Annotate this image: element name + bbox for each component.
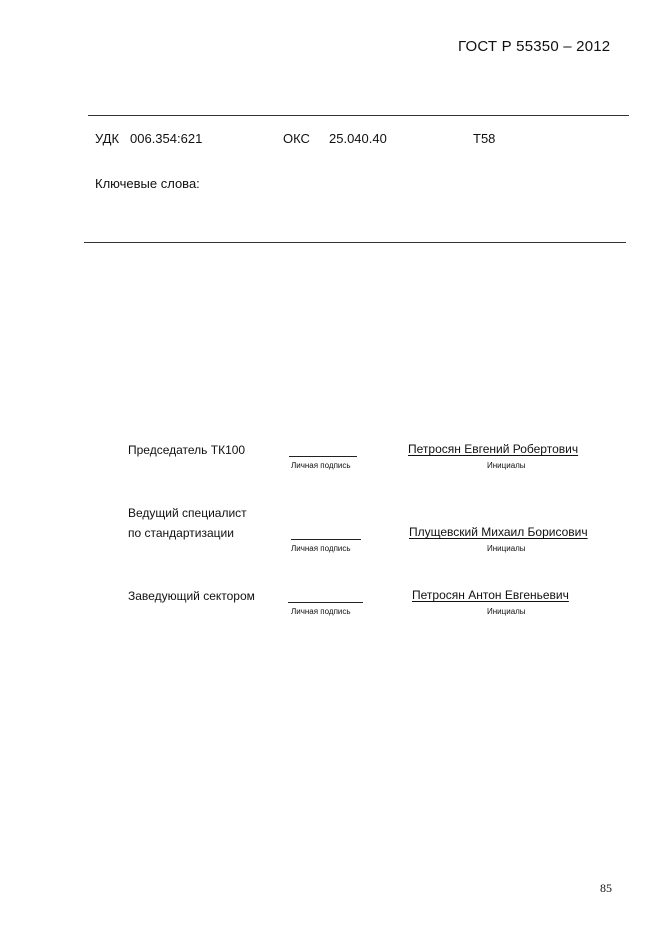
signature-line [291,539,361,540]
udk-label: УДК [95,131,120,146]
udk-value: 006.354:621 [130,131,203,146]
name-caption: Инициалы [487,607,526,616]
signature-caption: Личная подпись [291,607,351,616]
signature-caption: Личная подпись [291,544,351,553]
signature-role-chairman: Председатель ТК100 [128,443,246,457]
signature-line [289,456,357,457]
bottom-divider [84,242,626,243]
signer-name: Петросян Антон Евгеньевич [412,588,569,602]
signature-role-specialist-line2: по стандартизации [128,526,234,540]
name-caption: Инициалы [487,461,526,470]
signature-role-head-of-sector: Заведующий сектором [128,589,255,603]
signer-name: Плущевский Михаил Борисович [409,525,588,539]
keywords-label: Ключевые слова: [95,176,200,191]
name-caption: Инициалы [487,544,526,553]
oks-value: 25.040.40 [329,131,387,146]
signature-role-specialist-line1: Ведущий специалист [128,506,247,520]
top-divider [88,115,629,116]
standard-code: ГОСТ Р 55350 – 2012 [458,38,611,55]
signature-line [288,602,363,603]
group-code: Т58 [473,131,496,146]
signature-caption: Личная подпись [291,461,351,470]
signer-name: Петросян Евгений Робертович [408,442,579,456]
oks-label: ОКС [283,131,310,146]
page-number: 85 [600,881,612,895]
